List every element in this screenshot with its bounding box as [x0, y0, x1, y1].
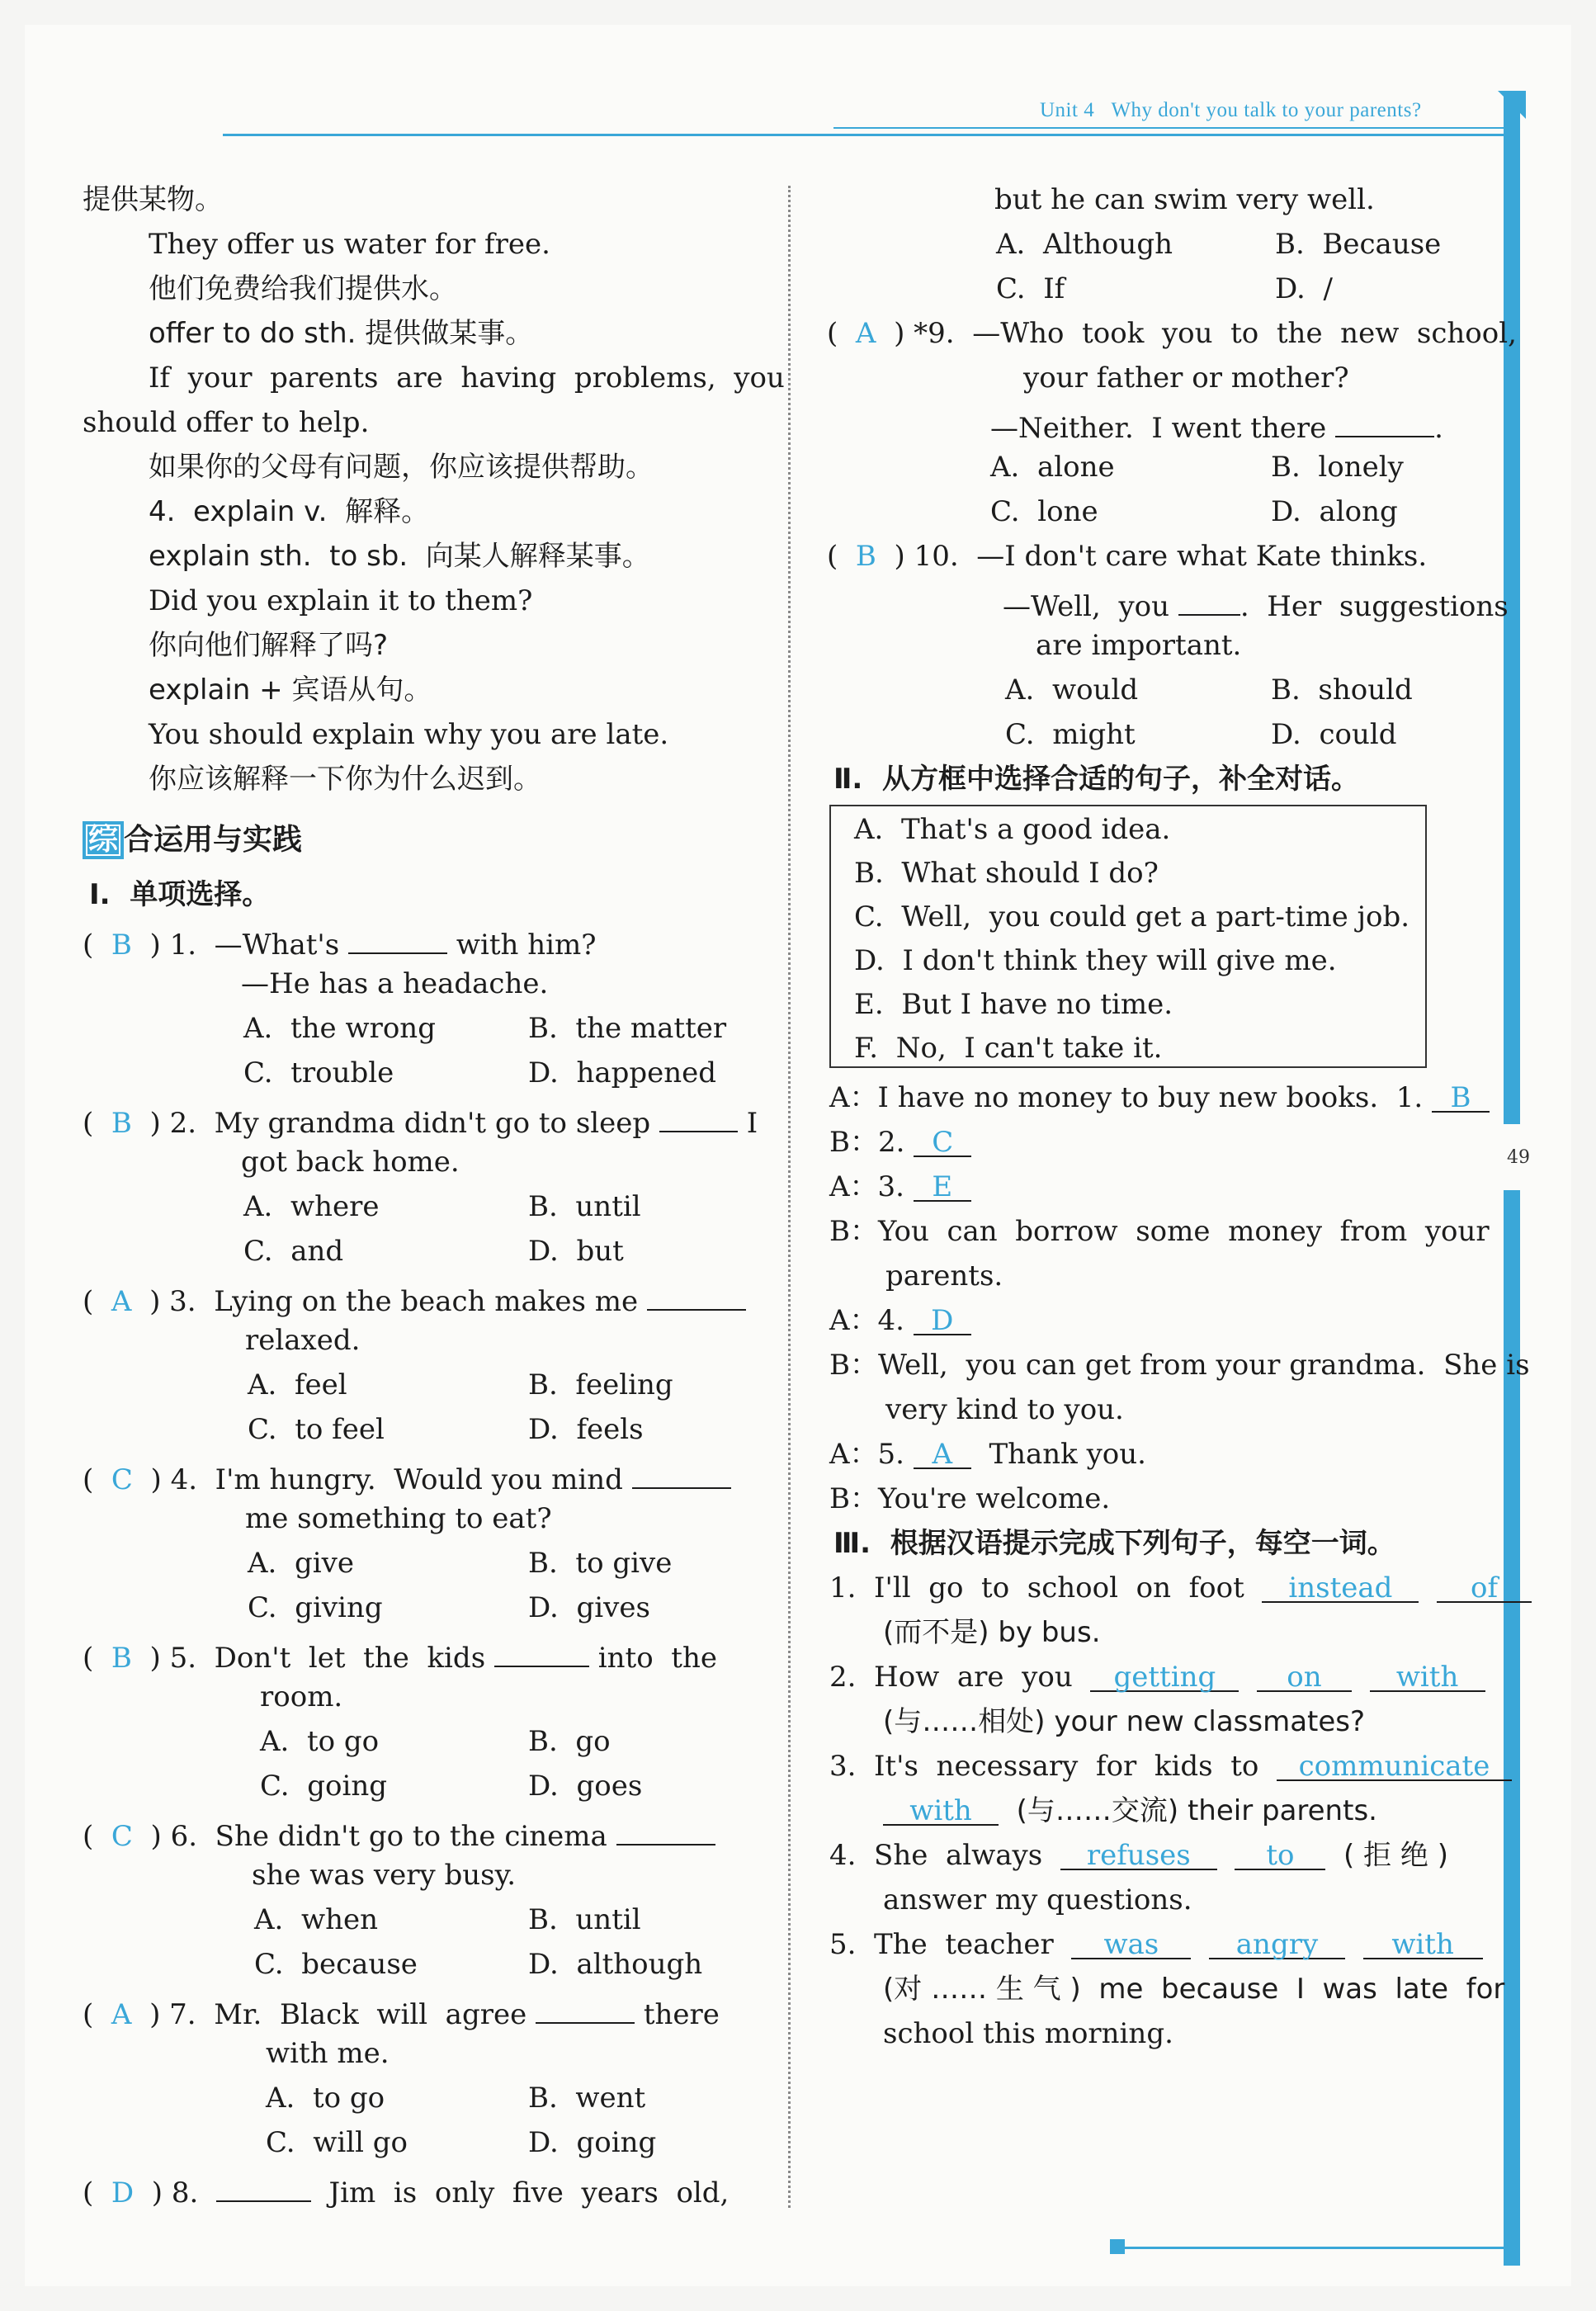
answer: to	[1235, 1839, 1325, 1870]
answer: E	[914, 1170, 971, 1202]
box-option: E. But I have no time.	[854, 988, 1173, 1021]
option: D. /	[1275, 272, 1333, 305]
option: B. feeling	[528, 1368, 673, 1401]
option: A. the wrong	[243, 1012, 436, 1045]
option: B. should	[1271, 673, 1413, 707]
answer: D	[914, 1304, 971, 1335]
answer: C	[111, 1463, 133, 1496]
option: B. to give	[528, 1547, 673, 1580]
answer: communicate	[1277, 1750, 1512, 1781]
sentence-4: 4. She always refuses to ( 拒 绝 )	[829, 1839, 1448, 1872]
sentence-5: 5. The teacher was angry with	[829, 1928, 1483, 1961]
option: C. trouble	[243, 1056, 394, 1089]
answer: A	[855, 317, 876, 350]
answer: B	[855, 540, 876, 573]
dialog-line: A：I have no money to buy new books. 1. B	[829, 1081, 1490, 1114]
note-line: should offer to help.	[83, 406, 370, 439]
question-1: ( B ) 1. —What's with him?	[83, 923, 596, 962]
option: C. because	[254, 1948, 418, 1981]
note-line: Did you explain it to them?	[149, 584, 533, 617]
question-5: ( B ) 5. Don't let the kids into the	[83, 1636, 717, 1675]
question-4: ( C ) 4. I'm hungry. Would you mind	[83, 1458, 731, 1496]
dialog-line: A：4. D	[829, 1304, 971, 1337]
part3-title: Ⅲ. 根据汉语提示完成下列句子，每空一词。	[833, 1527, 1395, 1560]
option: C. will go	[266, 2126, 408, 2159]
box-option: F. No, I can't take it.	[854, 1032, 1163, 1065]
footer-rule	[1110, 2247, 1520, 2249]
answer: on	[1257, 1661, 1352, 1692]
answer: A	[914, 1438, 971, 1469]
option: D. happened	[528, 1056, 717, 1089]
option: C. to feel	[248, 1413, 385, 1446]
note-line: explain + 宾语从句。	[149, 673, 432, 707]
note-line: If your parents are having problems, you	[149, 362, 785, 395]
note-line: 提供某物。	[83, 183, 223, 216]
option: C. going	[260, 1770, 387, 1803]
option: D. could	[1271, 718, 1397, 751]
answer: B	[111, 1642, 132, 1675]
option: B. go	[528, 1725, 611, 1758]
option: B. until	[528, 1903, 641, 1936]
footer-marker	[1110, 2239, 1125, 2254]
answer: C	[111, 1820, 133, 1853]
answer: A	[111, 1998, 132, 2031]
option: C. If	[996, 272, 1065, 305]
option: A. to go	[266, 2082, 385, 2115]
answer: A	[111, 1285, 132, 1318]
running-header: Unit 4 Why don't you talk to your parents?	[1040, 99, 1422, 121]
option: B. until	[528, 1190, 641, 1223]
answer: of	[1437, 1571, 1532, 1603]
answer: C	[914, 1126, 971, 1157]
option: C. and	[243, 1235, 344, 1268]
answer: B	[111, 929, 132, 962]
header-rule	[833, 127, 1514, 129]
box-option: D. I don't think they will give me.	[854, 944, 1337, 977]
sentence-1: 1. I'll go to school on foot instead of	[829, 1571, 1532, 1604]
question-6: ( C ) 6. She didn't go to the cinema	[83, 1814, 715, 1853]
answer: D	[111, 2176, 135, 2209]
note-line: 你应该解释一下你为什么迟到。	[149, 763, 541, 796]
note-line: offer to do sth. 提供做某事。	[149, 317, 534, 350]
dialog-line: B：You're welcome.	[829, 1482, 1111, 1515]
option: D. along	[1271, 495, 1398, 528]
option: B. lonely	[1271, 451, 1404, 484]
answer: instead	[1262, 1571, 1419, 1603]
header-rule	[223, 134, 1514, 136]
option: B. went	[528, 2082, 646, 2115]
option: A. give	[248, 1547, 354, 1580]
section-heading: 综 合运用与实践	[83, 821, 302, 859]
option: C. might	[1005, 718, 1136, 751]
option: A. when	[254, 1903, 378, 1936]
option: A. Although	[996, 228, 1173, 261]
box-option: B. What should I do?	[854, 857, 1159, 890]
answer: B	[111, 1107, 132, 1140]
dialog-line: A：3. E	[829, 1170, 971, 1203]
option: A. to go	[260, 1725, 380, 1758]
dialog-line: A：5. A Thank you.	[829, 1438, 1146, 1471]
option: A. feel	[248, 1368, 347, 1401]
dialog-line: B：You can borrow some money from your	[829, 1215, 1490, 1248]
question-3: ( A ) 3. Lying on the beach makes me	[83, 1279, 746, 1318]
option: B. Because	[1275, 228, 1442, 261]
question-10: ( B ) 10. —I don't care what Kate thinks.	[827, 540, 1428, 573]
option: D. although	[528, 1948, 703, 1981]
answer: B	[1432, 1081, 1490, 1113]
sentence-3: 3. It's necessary for kids to communicate	[829, 1750, 1512, 1783]
option: D. but	[528, 1235, 624, 1268]
sentence-2: 2. How are you getting on with	[829, 1661, 1485, 1694]
note-line: You should explain why you are late.	[149, 718, 669, 751]
answer: with	[883, 1794, 999, 1826]
option: D. gives	[528, 1591, 650, 1624]
page-number: 49	[1507, 1147, 1530, 1168]
box-option: A. That's a good idea.	[854, 813, 1171, 846]
answer: getting	[1090, 1661, 1239, 1692]
option: B. the matter	[528, 1012, 727, 1045]
question-9: ( A ) *9. —Who took you to the new school,	[827, 317, 1517, 350]
part1-title: Ⅰ. 单项选择。	[89, 878, 271, 911]
dialog-line: B：Well, you can get from your grandma. She is	[829, 1349, 1530, 1382]
answer: with	[1363, 1928, 1483, 1959]
answer: refuses	[1060, 1839, 1217, 1870]
note-line: 他们免费给我们提供水。	[149, 272, 457, 305]
option: A. where	[243, 1190, 380, 1223]
option: A. alone	[990, 451, 1115, 484]
box-option: C. Well, you could get a part-time job.	[854, 900, 1410, 933]
question-7: ( A ) 7. Mr. Black will agree there	[83, 1992, 720, 2031]
option: C. giving	[248, 1591, 383, 1624]
option: A. would	[1005, 673, 1139, 707]
option: D. feels	[528, 1413, 644, 1446]
option: D. going	[528, 2126, 657, 2159]
question-2: ( B ) 2. My grandma didn't go to sleep I	[83, 1101, 758, 1140]
section-icon: 综	[83, 821, 124, 859]
answer: with	[1370, 1661, 1485, 1692]
answer: angry	[1209, 1928, 1345, 1959]
note-line: 如果你的父母有问题，你应该提供帮助。	[149, 451, 654, 484]
option: C. lone	[990, 495, 1098, 528]
option: D. goes	[528, 1770, 643, 1803]
note-line: 你向他们解释了吗?	[149, 629, 389, 662]
answer: was	[1071, 1928, 1191, 1959]
note-line: They offer us water for free.	[149, 228, 550, 261]
question-8: ( D ) 8. Jim is only five years old,	[83, 2171, 729, 2209]
dialog-line: B：2. C	[829, 1126, 971, 1159]
column-divider	[788, 186, 791, 2208]
part2-title: Ⅱ. 从方框中选择合适的句子，补全对话。	[833, 763, 1359, 796]
note-line: explain sth. to sb. 向某人解释某事。	[149, 540, 650, 573]
note-line: 4. explain v. 解释。	[149, 495, 430, 528]
